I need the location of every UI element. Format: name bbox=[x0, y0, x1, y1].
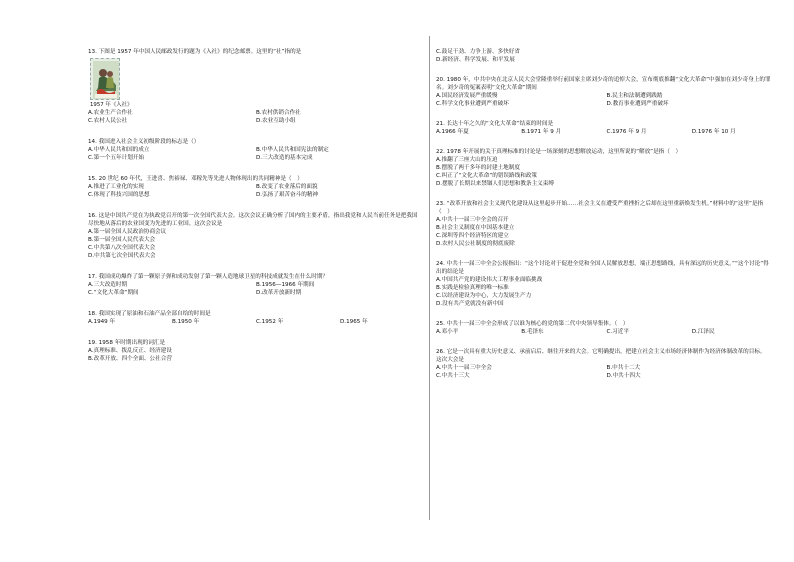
answer-option[interactable]: D.三大改造的基本完成 bbox=[256, 155, 313, 161]
answer-option[interactable]: B.农村供销合作社 bbox=[256, 110, 301, 116]
left-column bbox=[88, 36, 418, 363]
question-16 bbox=[88, 212, 418, 260]
question-stem: 21. 长达十年之久的“文化大革命”结束的时间是 bbox=[436, 121, 554, 127]
answer-option[interactable]: A.三大改造时期 bbox=[88, 282, 128, 288]
answer-options bbox=[88, 318, 418, 326]
answer-option[interactable]: B.改变了农业落后的面貌 bbox=[256, 184, 318, 190]
question-stem: 14. 我国进入社会主义初级阶段的标志是（） bbox=[88, 139, 200, 145]
question-stem: 17. 我国成功爆炸了第一颗原子弹和成功发射了第一颗人造地球卫星的科技成就发生在什么时期？ bbox=[88, 274, 329, 280]
answer-option[interactable]: D.新经济、科学发展、和平发展 bbox=[436, 57, 515, 63]
answer-option[interactable]: C.习近平 bbox=[606, 329, 629, 335]
question-stem: 25. 中共十一届三中全会形成了以谁为核心的党的第二代中央领导集体。（ ） bbox=[436, 321, 629, 327]
question-13 bbox=[88, 48, 418, 125]
column-divider bbox=[429, 36, 430, 520]
answer-option[interactable]: D.农业互助小组 bbox=[256, 118, 296, 124]
answer-option[interactable]: B.1950 年 bbox=[172, 319, 200, 325]
answer-option[interactable]: D.没有共产党就没有新中国 bbox=[436, 301, 504, 307]
answer-options bbox=[436, 364, 771, 380]
answer-option[interactable]: D.中共十四大 bbox=[606, 373, 641, 379]
question-19 bbox=[88, 339, 418, 363]
answer-option[interactable]: A.中华人民共和国的成立 bbox=[88, 147, 150, 153]
answer-option[interactable]: C.纠正了“文化大革命”的错误路线和政策 bbox=[436, 173, 537, 179]
answer-option[interactable]: C.科学文化事业遭到严重破坏 bbox=[436, 101, 509, 107]
answer-options bbox=[88, 228, 418, 260]
question-22 bbox=[436, 148, 771, 188]
answer-option[interactable]: D.教育事业遭到严重破坏 bbox=[606, 101, 669, 107]
answer-option[interactable]: C.1952 年 bbox=[256, 319, 284, 325]
question-18 bbox=[88, 310, 418, 326]
answer-option[interactable]: A.推进了工业化的实现 bbox=[88, 184, 144, 190]
answer-option[interactable]: A.中共十一届三中全会 bbox=[436, 365, 492, 371]
answer-option[interactable]: C.深圳等四个经济特区的建立 bbox=[436, 233, 509, 239]
answer-option[interactable]: D.1976 年 10 月 bbox=[691, 129, 736, 135]
question-24 bbox=[436, 260, 771, 308]
question-stem: 16. 这是中国共产党在为执政党召开的第一次全国代表大会。这次会议正确分析了国内的主要矛盾，指出我党和人民当前任务是把我国尽快地从落后的农业国变为先进的工业国。这次会议是 bbox=[88, 213, 418, 227]
answer-options bbox=[436, 328, 771, 336]
question-stem: 13. 下图是 1957 年中国人民邮政发行的题为《入社》的纪念邮票。这里的“社”指的是 bbox=[88, 49, 302, 55]
answer-options bbox=[436, 216, 771, 248]
answer-option[interactable]: D.江泽民 bbox=[691, 329, 715, 335]
answer-option[interactable]: A.农业生产合作社 bbox=[88, 110, 133, 116]
answer-option[interactable]: D.农村人民公社制度的彻底废除 bbox=[436, 241, 515, 247]
answer-option[interactable]: A.第一届全国人民政治协商会议 bbox=[88, 229, 167, 235]
answer-options bbox=[436, 128, 771, 136]
answer-options bbox=[436, 156, 771, 188]
answer-option[interactable]: A.1966 年夏 bbox=[436, 129, 469, 135]
answer-option[interactable]: B.摆脱了两千多年的封建土地制度 bbox=[436, 165, 520, 171]
stamp-caption: 1957 年《入社》 bbox=[90, 102, 133, 108]
answer-option[interactable]: B.1971 年 9 月 bbox=[521, 129, 562, 135]
answer-options bbox=[88, 347, 418, 363]
answer-option[interactable]: B.毛泽东 bbox=[521, 329, 544, 335]
question-15 bbox=[88, 175, 418, 199]
answer-option[interactable]: D.改革开放新时期 bbox=[256, 290, 302, 296]
answer-option[interactable]: B.社会主义制度在中国基本建立 bbox=[436, 225, 515, 231]
question-stem: 18. 我国实现了原油和石油产品全部自给的时间是 bbox=[88, 311, 211, 317]
question-stem: 15. 20 世纪 60 年代，王进喜、焦裕禄、邓稼先等先进人物体现出的共同精神是（ ） bbox=[88, 176, 303, 182]
question-stem: 22. 1978 年开展的关于真理标准的讨论是一场深刻的思想解放运动，这里所说的“解放”是指（ ） bbox=[436, 149, 682, 155]
answer-option[interactable]: C.以经济建设为中心，大力发展生产力 bbox=[436, 293, 532, 299]
answer-option[interactable]: C.体现了科技兴国的思想 bbox=[88, 192, 150, 198]
answer-option[interactable]: A.中共十一届三中全会的召开 bbox=[436, 217, 509, 223]
answer-option[interactable]: D.中共第七次全国代表大会 bbox=[88, 253, 156, 259]
answer-option[interactable]: B.中共十二大 bbox=[606, 365, 641, 371]
answer-options bbox=[436, 48, 771, 64]
answer-option[interactable]: A.国民经济发展严重缓慢 bbox=[436, 93, 498, 99]
answer-option[interactable]: D.弘扬了艰苦奋斗的精神 bbox=[256, 192, 319, 198]
question-17 bbox=[88, 273, 418, 297]
question-stem: 23. “改革开放和社会主义现代化建设从这里起步开始……社会主义在遭受严重挫折之后却在这里重新焕发生机。”材料中的“这里”是指（ ） bbox=[436, 201, 764, 215]
stamp-image bbox=[90, 58, 133, 109]
question-26 bbox=[436, 348, 771, 380]
answer-options bbox=[436, 276, 771, 308]
answer-option[interactable]: D.1965 年 bbox=[340, 319, 368, 325]
answer-option[interactable]: C.鼓足干劲、力争上游、多快好省 bbox=[436, 49, 520, 55]
question-stem: 19. 1958 年时期出现的词汇是 bbox=[88, 340, 166, 346]
answer-option[interactable]: B.中华人民共和国宪法的制定 bbox=[256, 147, 329, 153]
question-cont bbox=[436, 48, 771, 64]
answer-option[interactable]: C.“文化大革命”期间 bbox=[88, 290, 139, 296]
answer-option[interactable]: B.民主和法制遭到践踏 bbox=[606, 93, 663, 99]
answer-option[interactable]: A.推翻了三座大山的压迫 bbox=[436, 157, 498, 163]
question-20 bbox=[436, 76, 771, 108]
answer-option[interactable]: B.改革开放、四个全面、公社合营 bbox=[88, 356, 172, 362]
right-column bbox=[436, 36, 771, 380]
answer-options bbox=[436, 92, 771, 108]
answer-option[interactable]: B.1956—1966 年期间 bbox=[256, 282, 315, 288]
answer-option[interactable]: A.邓小平 bbox=[436, 329, 459, 335]
answer-options bbox=[88, 146, 418, 162]
answer-options bbox=[88, 183, 418, 199]
answer-option[interactable]: C.中共第八次全国代表大会 bbox=[88, 245, 156, 251]
question-21 bbox=[436, 120, 771, 136]
question-14 bbox=[88, 138, 418, 162]
answer-option[interactable]: A.1949 年 bbox=[88, 319, 116, 325]
question-stem: 26. 它是一次具有重大历史意义、承前启后、继往开来的大会。它明确提出，把建立社会主义市场经济体制作为经济体制改革的目标。这次大会是 bbox=[436, 349, 766, 363]
answer-options bbox=[88, 109, 418, 125]
answer-option[interactable]: D.摆脱了长期以来禁锢人们思想和教条主义束缚 bbox=[436, 181, 554, 187]
answer-option[interactable]: A.中国共产党的建设伟大工程事业面临挑战 bbox=[436, 277, 543, 283]
answer-option[interactable]: C.中共十三大 bbox=[436, 373, 470, 379]
answer-option[interactable]: C.1976 年 9 月 bbox=[606, 129, 647, 135]
question-stem: 20. 1980 年，中共中央在北京人民大会堂隆重举行前国家主席刘少奇的追悼大会，宣布彻底推翻“文化大革命”中强加在刘少奇身上的罪名。刘少奇的冤案表明“文化大革命”期间 bbox=[436, 77, 771, 91]
question-stem: 24. 中共十一届三中全会公报指出：“这个讨论对于促进全党和全国人民解放思想，端正思想路线，具有深远的历史意义。”“这个讨论”得出的结论是 bbox=[436, 261, 769, 275]
answer-option[interactable]: B.第一届全国人民代表大会 bbox=[88, 237, 156, 243]
answer-options bbox=[88, 281, 418, 297]
answer-option[interactable]: C.农村人民公社 bbox=[88, 118, 128, 124]
answer-option[interactable]: A.真理标准、拨乱反正、经济建设 bbox=[88, 348, 172, 354]
question-25 bbox=[436, 320, 771, 336]
answer-option[interactable]: B.实践是检验真理的唯一标准 bbox=[436, 285, 509, 291]
answer-option[interactable]: C.第一个五年计划开始 bbox=[88, 155, 145, 161]
question-23 bbox=[436, 200, 771, 248]
